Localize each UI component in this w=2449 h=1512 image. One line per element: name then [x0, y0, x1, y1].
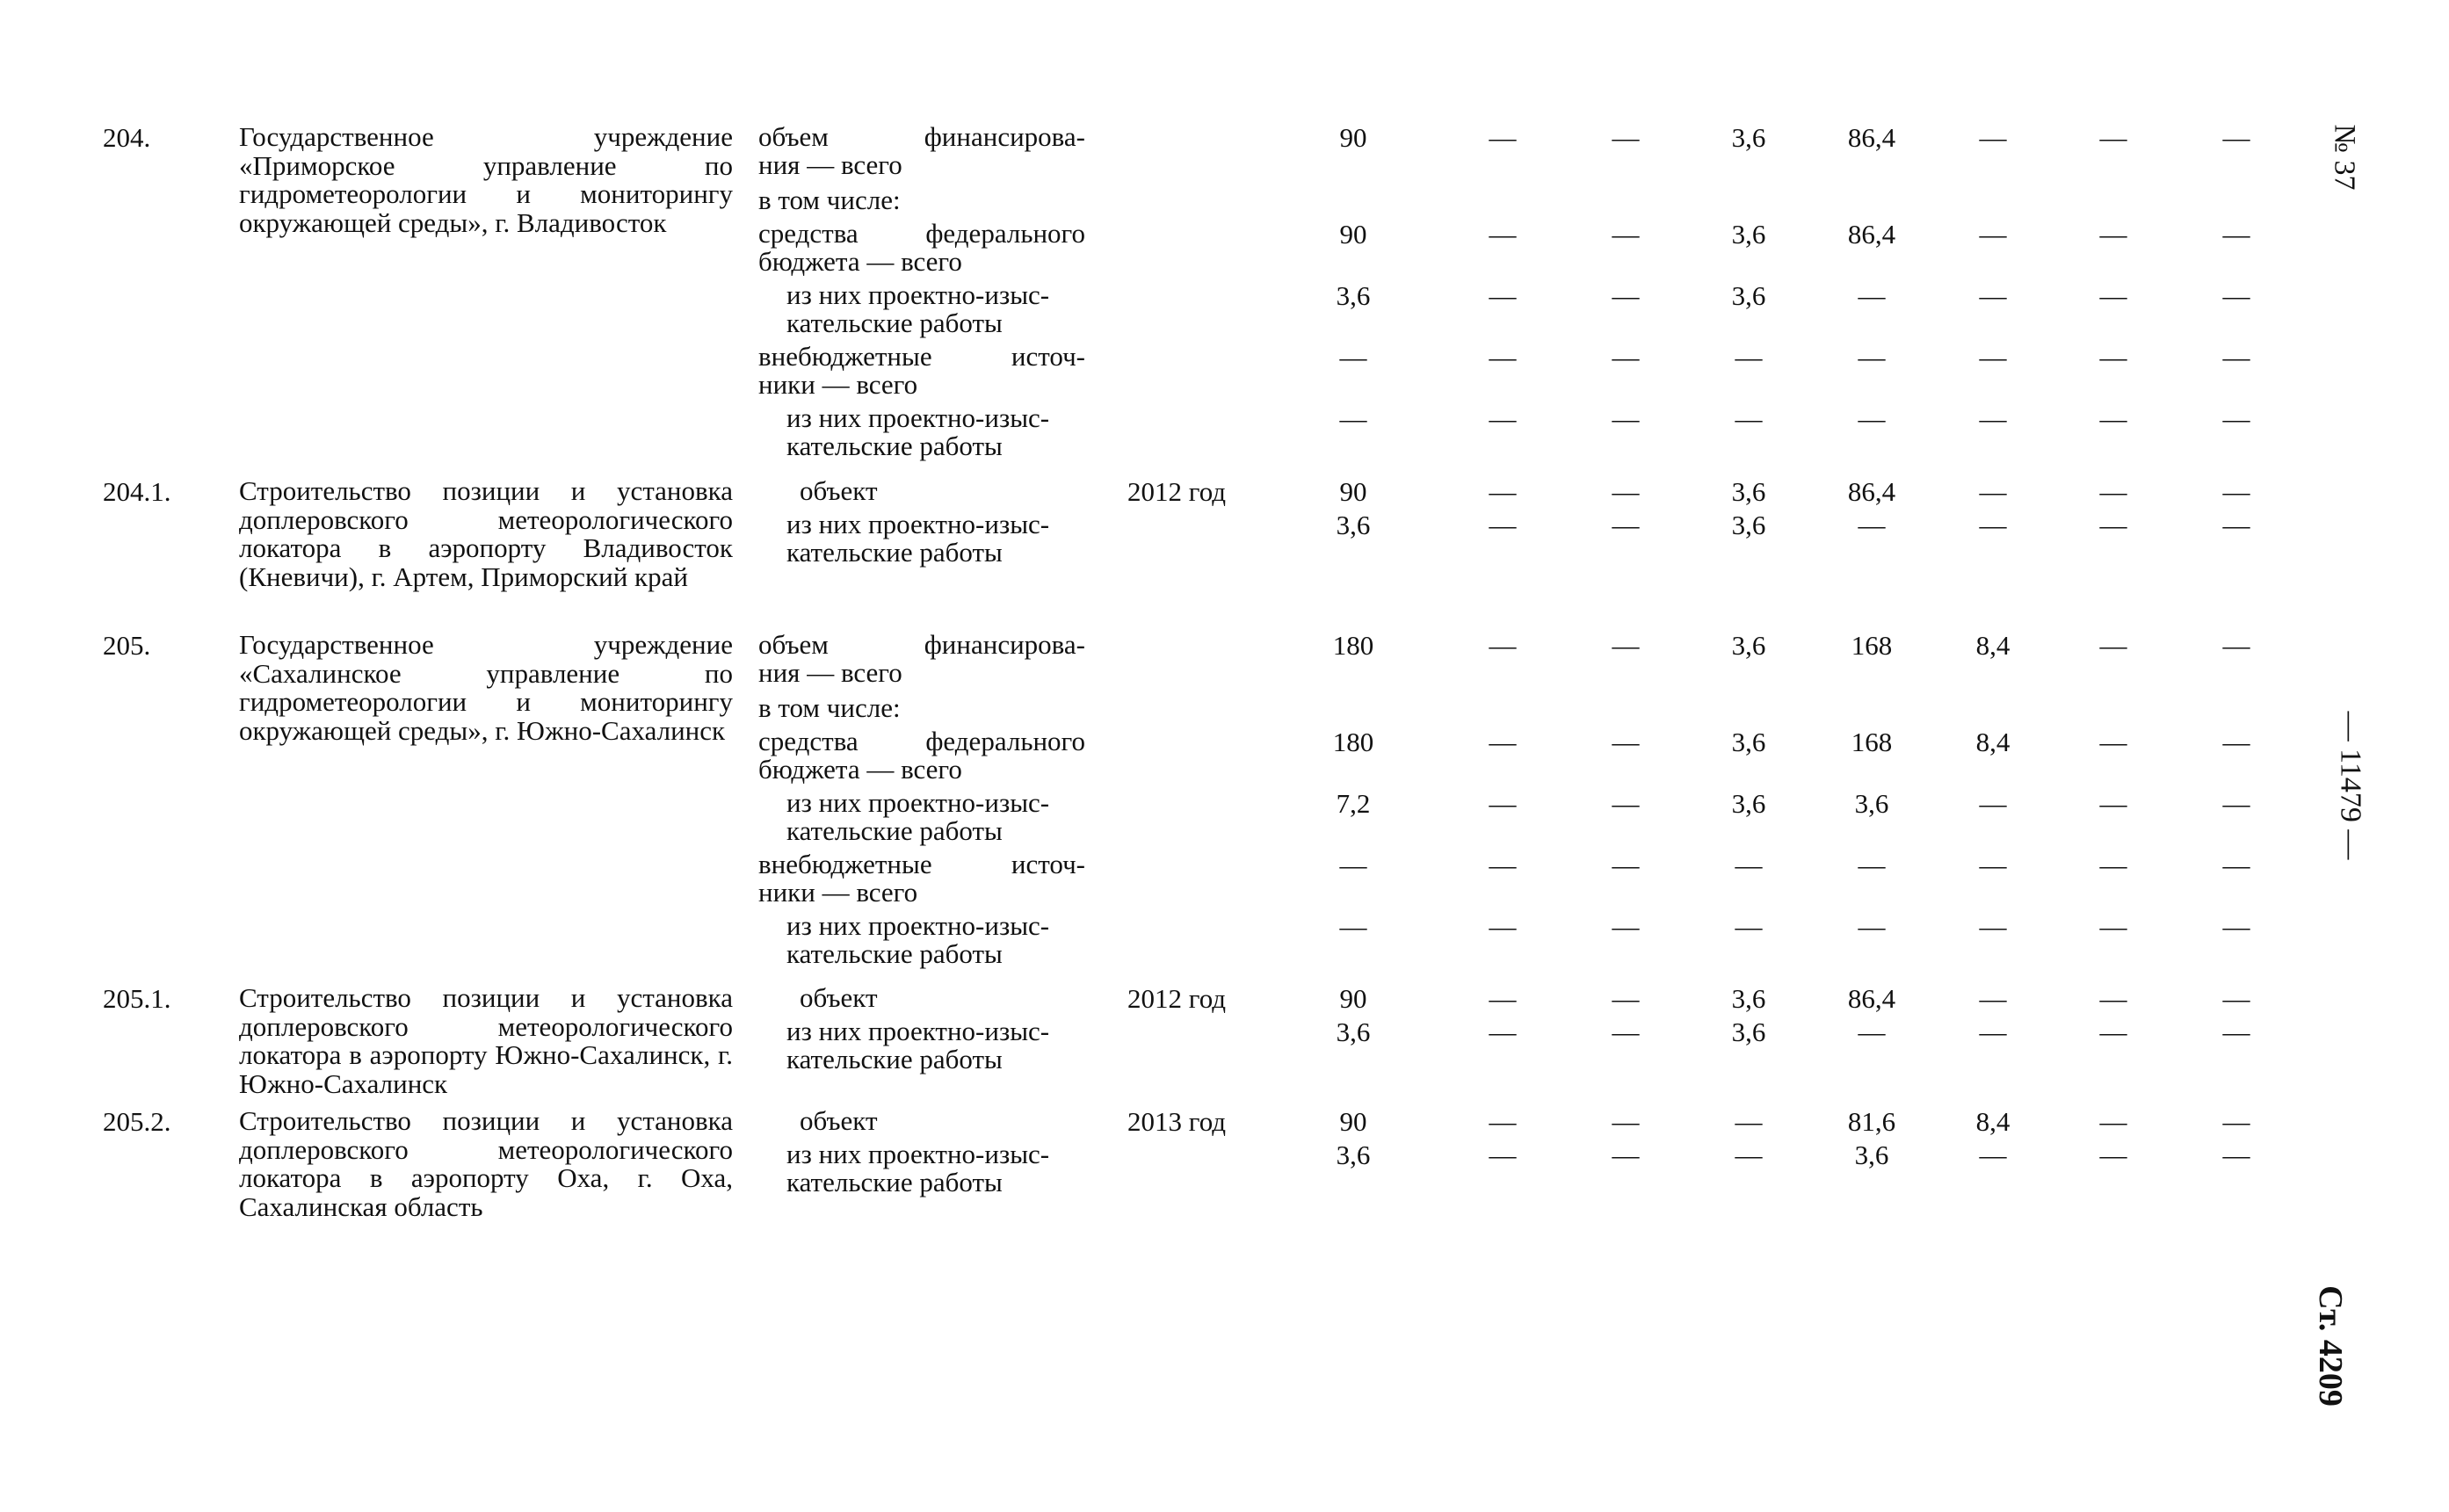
row-value: — — [1489, 122, 1517, 153]
row-value: — — [1339, 403, 1367, 434]
row-value: 180 — [1332, 630, 1374, 661]
row-value: — — [1858, 342, 1886, 373]
row-value: 3,6 — [1731, 983, 1766, 1014]
row-value: — — [1489, 219, 1517, 250]
row-value: — — [2099, 122, 2127, 153]
row-value: — — [1735, 1106, 1763, 1137]
row-value: — — [1612, 983, 1640, 1014]
row-value: 3,6 — [1336, 1016, 1371, 1047]
row-value: — — [1612, 476, 1640, 507]
row-value: — — [2099, 510, 2127, 540]
entry-number: 204.1. — [103, 476, 171, 507]
row-value: — — [2222, 727, 2250, 757]
row-label: в том числе: — [758, 184, 901, 215]
row-value: — — [1612, 122, 1640, 153]
row-value: — — [1489, 630, 1517, 661]
row-value: — — [1489, 983, 1517, 1014]
row-label: из них проектно-изыс- кательские работы — [786, 1139, 1050, 1197]
row-value: — — [1489, 727, 1517, 757]
issue-number: № 37 — [2328, 124, 2361, 191]
row-label: объект — [800, 475, 878, 506]
row-value: — — [2222, 280, 2250, 311]
row-value: 168 — [1851, 630, 1893, 661]
row-value: — — [2099, 850, 2127, 880]
row-value: — — [1612, 1106, 1640, 1137]
row-label: из них проектно-изыс- кательские работы — [786, 279, 1050, 338]
row-value: — — [1858, 403, 1886, 434]
row-value: — — [1612, 788, 1640, 819]
row-value: — — [1489, 850, 1517, 880]
entry-name: Строительство позиции и установка доплеровского метеорологического локатора в аэропорту Владивосток (Кневичи), г. Артем, Приморский край — [239, 475, 733, 592]
page-number: — 11479 — — [2334, 711, 2367, 860]
row-value: — — [2222, 788, 2250, 819]
row-value: — — [1735, 911, 1763, 942]
row-value: — — [1489, 280, 1517, 311]
row-value: — — [1489, 403, 1517, 434]
row-value: — — [2222, 850, 2250, 880]
entry-name: Строительство позиции и установка доплеровского метеорологического локатора в аэропорту Южно-Сахалинск, г. Южно-Сахалинск — [239, 982, 733, 1099]
row-value: — — [1858, 911, 1886, 942]
row-value: — — [1489, 1016, 1517, 1047]
row-label: в том числе: — [758, 692, 901, 723]
row-value: — — [2222, 403, 2250, 434]
entry-number: 205. — [103, 630, 151, 661]
row-value: — — [1979, 1139, 2007, 1170]
row-value: — — [1612, 1139, 1640, 1170]
row-value: — — [2222, 1139, 2250, 1170]
row-value: — — [1339, 850, 1367, 880]
row-value: 168 — [1851, 727, 1893, 757]
row-value: — — [2222, 1016, 2250, 1047]
row-value: — — [2222, 342, 2250, 373]
row-value: 3,6 — [1731, 122, 1766, 153]
row-value: 180 — [1332, 727, 1374, 757]
row-value: — — [1612, 1016, 1640, 1047]
row-value: — — [1979, 122, 2007, 153]
row-value: 7,2 — [1336, 788, 1371, 819]
row-value: — — [2222, 510, 2250, 540]
row-value: — — [1612, 510, 1640, 540]
entry-name: Строительство позиции и установка доплеровского метеорологического локатора в аэропорту Оха, г. Оха, Сахалинская область — [239, 1105, 733, 1222]
row-value: 86,4 — [1847, 122, 1896, 153]
row-value: — — [1612, 911, 1640, 942]
row-value: — — [1612, 280, 1640, 311]
row-value: 3,6 — [1336, 280, 1371, 311]
row-value: — — [2099, 727, 2127, 757]
article-number: Ст. 4209 — [2311, 1285, 2349, 1407]
row-value: — — [1979, 850, 2007, 880]
row-label: средства федерального бюджета — всего — [758, 726, 1085, 785]
row-value: — — [1612, 342, 1640, 373]
row-value: 3,6 — [1731, 280, 1766, 311]
row-label: из них проектно-изыс- кательские работы — [786, 787, 1050, 846]
row-value: — — [1979, 476, 2007, 507]
row-value: 3,6 — [1731, 630, 1766, 661]
row-value: — — [1979, 1016, 2007, 1047]
row-value: — — [1858, 510, 1886, 540]
row-value: — — [2099, 1016, 2127, 1047]
row-value: 90 — [1339, 983, 1367, 1014]
row-year: 2013 год — [1127, 1106, 1227, 1137]
row-label: из них проектно-изыс- кательские работы — [786, 402, 1050, 461]
row-value: — — [1858, 280, 1886, 311]
row-value: — — [1612, 403, 1640, 434]
row-value: — — [2099, 342, 2127, 373]
row-value: — — [1979, 342, 2007, 373]
row-value: — — [2222, 630, 2250, 661]
row-value: 8,4 — [1975, 727, 2011, 757]
row-label: объект — [800, 982, 878, 1013]
row-value: 3,6 — [1854, 1139, 1889, 1170]
row-value: 3,6 — [1336, 510, 1371, 540]
row-value: — — [2099, 476, 2127, 507]
row-label: внебюджетные источ- ники — всего — [758, 341, 1085, 400]
row-value: 90 — [1339, 476, 1367, 507]
row-value: — — [2222, 983, 2250, 1014]
row-value: 3,6 — [1731, 510, 1766, 540]
row-value: — — [1612, 850, 1640, 880]
row-value: 90 — [1339, 219, 1367, 250]
row-value: — — [1979, 403, 2007, 434]
row-value: — — [2099, 911, 2127, 942]
row-label: из них проектно-изыс- кательские работы — [786, 509, 1050, 568]
row-value: — — [1979, 788, 2007, 819]
row-value: — — [1979, 219, 2007, 250]
entry-number: 205.2. — [103, 1106, 171, 1137]
row-value: 86,4 — [1847, 476, 1896, 507]
row-value: — — [1339, 342, 1367, 373]
row-label: из них проектно-изыс- кательские работы — [786, 1016, 1050, 1074]
row-value: 3,6 — [1854, 788, 1889, 819]
row-value: — — [1489, 342, 1517, 373]
row-value: — — [1489, 510, 1517, 540]
row-value: — — [1858, 1016, 1886, 1047]
row-value: — — [1979, 510, 2007, 540]
row-value: 8,4 — [1975, 1106, 2011, 1137]
row-value: 3,6 — [1731, 727, 1766, 757]
row-value: — — [2222, 122, 2250, 153]
row-value: — — [2099, 1139, 2127, 1170]
row-value: — — [2222, 1106, 2250, 1137]
row-value: — — [1339, 911, 1367, 942]
row-value: — — [1489, 788, 1517, 819]
entry-number: 204. — [103, 122, 151, 153]
row-value: — — [2099, 280, 2127, 311]
row-value: — — [1489, 911, 1517, 942]
row-label: объект — [800, 1105, 878, 1136]
row-value: — — [1979, 911, 2007, 942]
row-value: — — [2099, 983, 2127, 1014]
row-value: — — [2099, 788, 2127, 819]
row-value: — — [1489, 476, 1517, 507]
row-value: — — [2099, 1106, 2127, 1137]
row-value: 86,4 — [1847, 219, 1896, 250]
entry-name: Государственное учреждение «Приморское управление по гидрометеорологии и мониторингу окружающей среды», г. Владивосток — [239, 121, 733, 238]
entry-name: Государственное учреждение «Сахалинское управление по гидрометеорологии и мониторингу окружающей среды», г. Южно-Сахалинск — [239, 629, 733, 746]
row-value: — — [1612, 630, 1640, 661]
row-value: 3,6 — [1731, 476, 1766, 507]
row-value: — — [2222, 219, 2250, 250]
row-value: — — [1858, 850, 1886, 880]
row-value: 3,6 — [1731, 1016, 1766, 1047]
row-value: 90 — [1339, 1106, 1367, 1137]
row-value: — — [1735, 342, 1763, 373]
row-value: — — [1489, 1106, 1517, 1137]
row-year: 2012 год — [1127, 476, 1227, 507]
row-label: объем финансирова- ния — всего — [758, 121, 1085, 180]
row-value: 3,6 — [1731, 788, 1766, 819]
row-value: — — [2099, 630, 2127, 661]
row-value: — — [1735, 1139, 1763, 1170]
entry-number: 205.1. — [103, 983, 171, 1014]
row-value: — — [2222, 911, 2250, 942]
row-label: из них проектно-изыс- кательские работы — [786, 910, 1050, 969]
row-value: — — [1612, 219, 1640, 250]
row-label: объем финансирова- ния — всего — [758, 629, 1085, 688]
row-value: 81,6 — [1847, 1106, 1896, 1137]
row-value: — — [2222, 476, 2250, 507]
row-value: 90 — [1339, 122, 1367, 153]
row-year: 2012 год — [1127, 983, 1227, 1014]
row-value: — — [2099, 219, 2127, 250]
row-value: — — [1979, 280, 2007, 311]
row-value: — — [1735, 403, 1763, 434]
row-value: — — [1735, 850, 1763, 880]
row-value: 8,4 — [1975, 630, 2011, 661]
row-value: 86,4 — [1847, 983, 1896, 1014]
row-value: — — [2099, 403, 2127, 434]
row-value: — — [1489, 1139, 1517, 1170]
row-label: средства федерального бюджета — всего — [758, 218, 1085, 277]
row-value: — — [1979, 983, 2007, 1014]
row-value: 3,6 — [1336, 1139, 1371, 1170]
row-label: внебюджетные источ- ники — всего — [758, 849, 1085, 908]
row-value: 3,6 — [1731, 219, 1766, 250]
row-value: — — [1612, 727, 1640, 757]
